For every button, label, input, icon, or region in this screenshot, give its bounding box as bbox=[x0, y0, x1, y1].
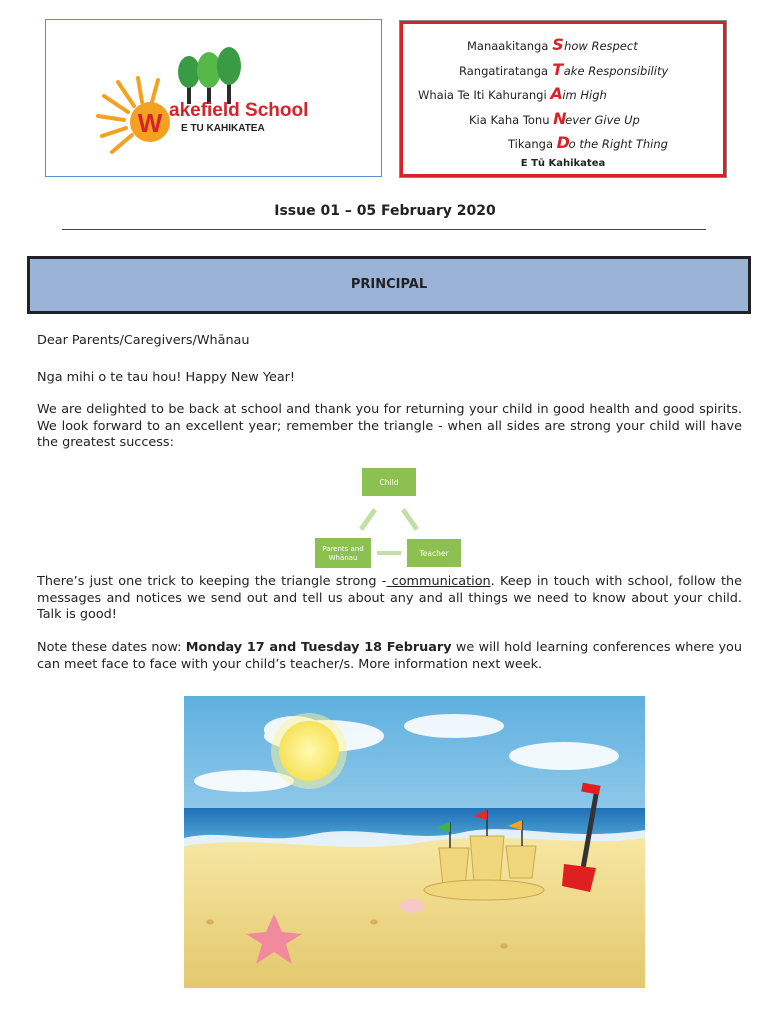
triangle-label-teacher: Teacher bbox=[419, 549, 449, 558]
trick-text-before: There’s just one trick to keeping the triangle strong - bbox=[37, 574, 387, 589]
logo-motto: E TU KAHIKATEA bbox=[181, 123, 265, 134]
communication-paragraph bbox=[37, 574, 742, 624]
trick-text-after: . Keep in touch with school, follow the messages and notices we send out and tell us about any and all things we need to know about your child. Talk is good! bbox=[37, 574, 742, 622]
dates-bold: Monday 17 and Tuesday 18 February bbox=[185, 640, 452, 655]
stand-row-a bbox=[418, 84, 607, 103]
stand-letter: A bbox=[550, 84, 563, 103]
stand-maori: Whaia Te Iti Kahurangi bbox=[418, 88, 547, 102]
dates-text-after: we will hold learning conferences where you can meet face to face with your child’s teacher/s. More information next week. bbox=[37, 640, 742, 672]
issue-line: Issue 01 – 05 February 2020 bbox=[274, 203, 496, 219]
greeting: Dear Parents/Caregivers/Whānau bbox=[37, 333, 250, 348]
triangle-label-whanau: Whānau bbox=[328, 554, 358, 562]
stand-footer: E Tū Kahikatea bbox=[520, 158, 606, 169]
triangle-label-child: Child bbox=[379, 478, 399, 487]
sand-icon bbox=[184, 838, 645, 988]
beach-illustration bbox=[184, 696, 645, 988]
logo-w-letter: W bbox=[137, 108, 163, 138]
logo-school-name: akefield School bbox=[169, 100, 309, 121]
stand-english: im High bbox=[562, 88, 607, 102]
stand-row-d bbox=[508, 133, 668, 152]
stand-letter: T bbox=[552, 60, 564, 79]
pebble-icon bbox=[370, 920, 378, 925]
stand-maori: Manaakitanga bbox=[467, 39, 549, 53]
dates-paragraph bbox=[37, 640, 742, 673]
pebble-icon bbox=[206, 920, 214, 925]
dates-text-before: Note these dates now: bbox=[37, 640, 186, 655]
pebble-icon bbox=[500, 944, 508, 949]
triangle-label-parents: Parents and bbox=[322, 545, 364, 553]
trees-icon bbox=[178, 47, 241, 104]
stand-english: o the Right Thing bbox=[568, 137, 668, 151]
stand-values-box bbox=[399, 20, 727, 178]
intro-paragraph: We are delighted to be back at school and thank you for returning your child in good health and good spirits. We look forward to an excellent year; remember the triangle - when all sides are strong your child will have the greatest success: bbox=[37, 402, 742, 450]
stand-row-n bbox=[469, 109, 640, 128]
stand-row-t bbox=[459, 60, 668, 79]
issue-divider bbox=[62, 229, 706, 230]
section-banner-principal: PRINCIPAL bbox=[27, 256, 751, 314]
stand-letter: S bbox=[552, 35, 564, 54]
stand-letter: D bbox=[556, 133, 570, 152]
communication-underlined: communication bbox=[386, 574, 491, 589]
stand-english: ever Give Up bbox=[565, 113, 640, 127]
stand-maori: Kia Kaha Tonu bbox=[469, 113, 550, 127]
triangle-node-parents bbox=[315, 538, 371, 568]
stand-maori: Tikanga bbox=[508, 137, 554, 151]
stand-maori: Rangatiratanga bbox=[459, 64, 549, 78]
triangle-diagram bbox=[315, 466, 495, 572]
shell-icon bbox=[400, 899, 424, 913]
school-logo bbox=[46, 20, 380, 175]
stand-row-s bbox=[467, 35, 638, 54]
sun-icon bbox=[271, 713, 347, 789]
new-year-text: Nga mihi o te tau hou! Happy New Year! bbox=[37, 370, 296, 385]
stand-english: ake Responsibility bbox=[563, 64, 669, 78]
stand-english: how Respect bbox=[564, 39, 638, 53]
school-logo-box bbox=[45, 19, 382, 177]
stand-letter: N bbox=[553, 109, 567, 128]
